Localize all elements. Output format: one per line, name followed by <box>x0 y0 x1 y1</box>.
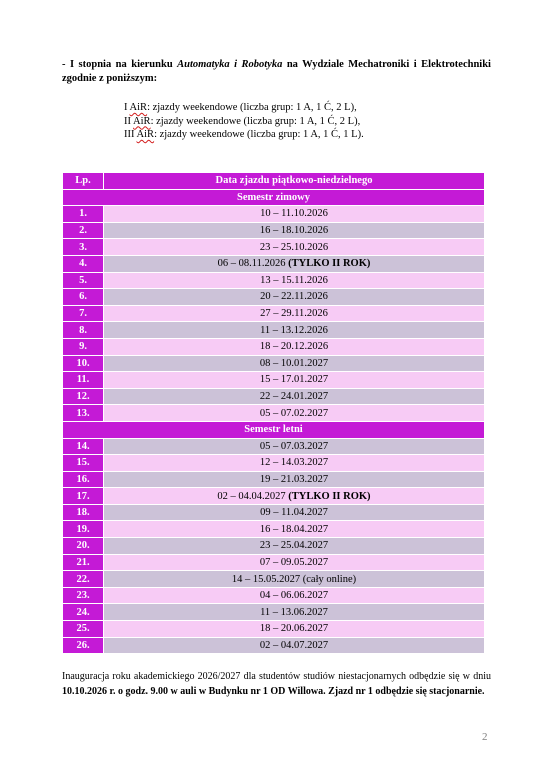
row-date: 07 – 09.05.2027 <box>259 556 329 568</box>
group-code: AiR <box>129 102 148 113</box>
table-row <box>63 222 485 239</box>
row-note: (TYLKO II ROK) <box>288 490 371 502</box>
column-header-date: Data zjazdu piątkowo-niedzielnego <box>104 173 485 190</box>
row-date-cell <box>104 289 485 306</box>
row-date-cell <box>104 471 485 488</box>
row-number: 20. <box>63 538 104 555</box>
row-date: 11 – 13.06.2027 <box>260 606 328 618</box>
row-date: 15 – 17.01.2027 <box>259 374 329 386</box>
row-date-cell <box>104 488 485 505</box>
row-number: 24. <box>63 604 104 621</box>
intro-prefix: - I stopnia na kierunku <box>62 59 178 70</box>
row-number: 14. <box>63 438 104 455</box>
row-date-cell <box>104 538 485 555</box>
row-date-cell <box>104 554 485 571</box>
row-date: 20 – 22.11.2026 <box>260 291 328 303</box>
row-date-cell <box>104 438 485 455</box>
row-date-cell <box>104 504 485 521</box>
row-number: 3. <box>63 239 104 256</box>
table-row <box>63 504 485 521</box>
semester-row <box>63 421 485 438</box>
table-row <box>63 255 485 272</box>
table-row <box>63 322 485 339</box>
row-date-cell <box>104 272 485 289</box>
row-date-cell <box>104 455 485 472</box>
schedule-body <box>63 189 485 654</box>
table-row <box>63 538 485 555</box>
row-date: 06 – 08.11.2026 <box>217 258 286 270</box>
row-number: 21. <box>63 554 104 571</box>
group-year: III <box>124 129 135 140</box>
group-code: AiR <box>133 115 151 127</box>
row-date: 05 – 07.02.2027 <box>259 407 329 419</box>
row-number: 4. <box>63 255 104 272</box>
row-number: 26. <box>63 637 104 654</box>
row-number: 25. <box>63 621 104 638</box>
row-date-cell <box>104 305 485 322</box>
row-date-cell <box>104 222 485 239</box>
row-date-cell <box>104 521 485 538</box>
row-date: 02 – 04.07.2027 <box>259 639 329 651</box>
table-row <box>63 289 485 306</box>
row-number: 10. <box>63 355 104 372</box>
intro-field: Automatyka i Robotyka <box>177 59 283 70</box>
row-number: 19. <box>63 521 104 538</box>
intro-paragraph <box>62 58 491 86</box>
table-row <box>63 239 485 256</box>
row-date: 22 – 24.01.2027 <box>259 391 329 403</box>
table-row <box>63 587 485 604</box>
row-number: 7. <box>63 305 104 322</box>
table-row <box>63 604 485 621</box>
table-row <box>63 471 485 488</box>
row-date-cell <box>104 322 485 339</box>
row-number: 15. <box>63 455 104 472</box>
table-row <box>63 637 485 654</box>
group-year: I <box>124 102 128 113</box>
table-row <box>63 488 485 505</box>
row-number: 13. <box>63 405 104 422</box>
schedule-table <box>62 172 485 654</box>
row-date: 14 – 15.05.2027 (cały online) <box>231 573 357 585</box>
row-date: 12 – 14.03.2027 <box>259 457 329 469</box>
footer-note-text: Inauguracja roku akademickiego 2026/2027 dla studentów studiów niestacjonarnych odbędzie się w dniu <box>62 671 491 682</box>
group-list <box>124 101 364 142</box>
table-row <box>63 338 485 355</box>
row-date-cell <box>104 621 485 638</box>
table-row <box>63 272 485 289</box>
row-number: 1. <box>63 206 104 223</box>
group-details: : zjazdy weekendowe (liczba grup: 1 A, 1 Ć, 1 L). <box>154 129 364 140</box>
table-row <box>63 521 485 538</box>
table-row <box>63 206 485 223</box>
row-date: 11 – 13.12.2026 <box>260 324 328 336</box>
row-date-cell <box>104 206 485 223</box>
group-code: AiR <box>136 129 155 140</box>
row-date: 18 – 20.06.2027 <box>259 623 329 635</box>
row-number: 18. <box>63 504 104 521</box>
row-number: 17. <box>63 488 104 505</box>
row-note: (TYLKO II ROK) <box>288 258 371 270</box>
row-date: 13 – 15.11.2026 <box>260 274 328 286</box>
group-line-3 <box>124 128 364 142</box>
group-details: : zjazdy weekendowe (liczba grup: 1 A, 1 Ć, 2 L), <box>147 102 357 113</box>
row-date-cell <box>104 355 485 372</box>
row-date: 23 – 25.04.2027 <box>259 540 329 552</box>
row-date: 23 – 25.10.2026 <box>259 241 329 253</box>
row-number: 22. <box>63 571 104 588</box>
footer-note <box>62 670 491 699</box>
row-date: 19 – 21.03.2027 <box>259 473 329 485</box>
page-number: 2 <box>482 731 488 743</box>
row-date-cell <box>104 571 485 588</box>
row-number: 12. <box>63 388 104 405</box>
row-number: 16. <box>63 471 104 488</box>
row-number: 8. <box>63 322 104 339</box>
row-number: 5. <box>63 272 104 289</box>
footer-note-bold: 10.10.2026 r. o godz. 9.00 w auli w Budynku nr 1 OD Willowa. Zjazd nr 1 odbędzie się stacjonarnie. <box>62 685 485 697</box>
table-row <box>63 438 485 455</box>
group-line-2 <box>124 115 364 129</box>
row-date-cell <box>104 239 485 256</box>
semester-title: Semestr zimowy <box>63 189 485 206</box>
schedule-header-row <box>63 173 485 190</box>
table-row <box>63 305 485 322</box>
row-date-cell <box>104 388 485 405</box>
row-date: 09 – 11.04.2027 <box>260 507 328 519</box>
group-line-1 <box>124 101 364 115</box>
row-date: 04 – 06.06.2027 <box>259 590 329 602</box>
group-year: II <box>124 115 131 127</box>
row-date: 02 – 04.04.2027 <box>217 490 286 502</box>
group-details: : zjazdy weekendowe (liczba grup: 1 A, 1 Ć, 2 L), <box>150 115 361 127</box>
table-row <box>63 405 485 422</box>
row-date: 05 – 07.03.2027 <box>259 440 329 452</box>
row-number: 2. <box>63 222 104 239</box>
row-number: 6. <box>63 289 104 306</box>
row-date: 08 – 10.01.2027 <box>259 357 329 369</box>
table-row <box>63 355 485 372</box>
intro-suffix: na Wydziale Mechatroniki i Elektrotechniki zgodnie z poniższym: <box>62 59 491 84</box>
table-row <box>63 372 485 389</box>
row-number: 23. <box>63 587 104 604</box>
row-date-cell <box>104 405 485 422</box>
row-number: 11. <box>63 372 104 389</box>
row-date: 27 – 29.11.2026 <box>260 308 328 320</box>
row-date-cell <box>104 587 485 604</box>
row-date: 16 – 18.04.2027 <box>259 523 329 535</box>
row-date-cell <box>104 255 485 272</box>
row-date-cell <box>104 604 485 621</box>
table-row <box>63 388 485 405</box>
table-row <box>63 554 485 571</box>
row-date-cell <box>104 338 485 355</box>
semester-row <box>63 189 485 206</box>
row-date-cell <box>104 637 485 654</box>
column-header-lp: Lp. <box>63 173 104 190</box>
table-row <box>63 455 485 472</box>
semester-title: Semestr letni <box>63 421 485 438</box>
row-date: 16 – 18.10.2026 <box>259 225 329 237</box>
row-date: 18 – 20.12.2026 <box>259 341 329 353</box>
table-row <box>63 621 485 638</box>
row-date: 10 – 11.10.2026 <box>260 208 328 220</box>
row-date-cell <box>104 372 485 389</box>
row-number: 9. <box>63 338 104 355</box>
table-row <box>63 571 485 588</box>
